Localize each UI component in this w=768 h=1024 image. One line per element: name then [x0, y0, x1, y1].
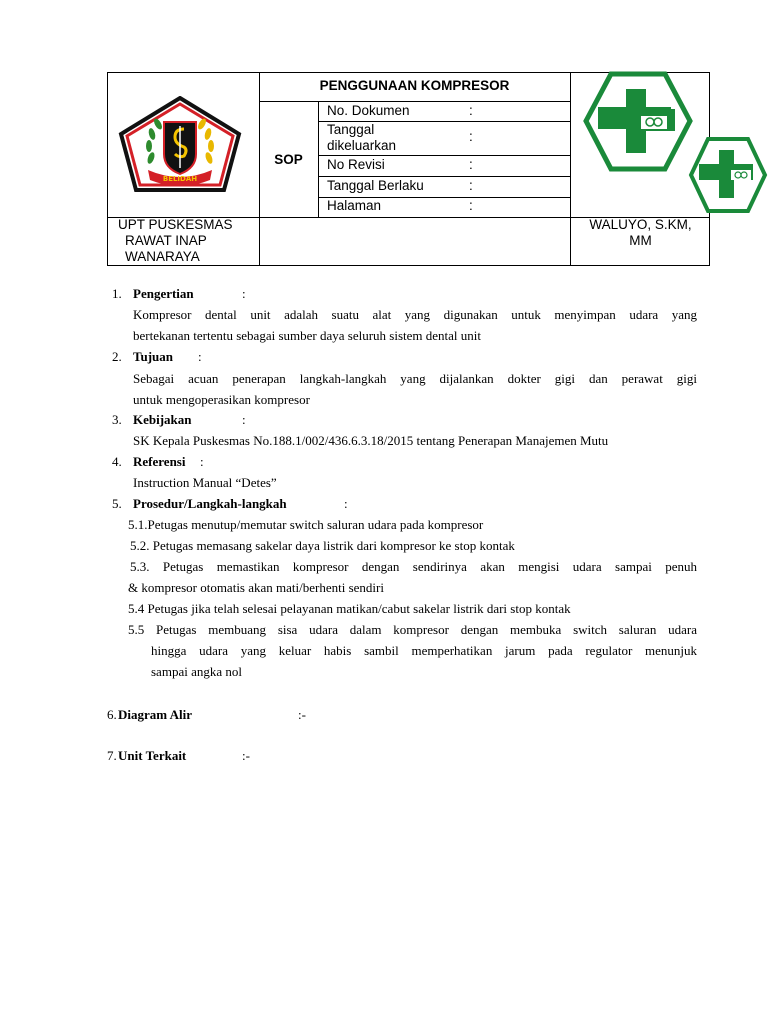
section-number: 5. [112, 496, 122, 511]
field-label-tanggal-dikeluarkan: dikeluarkan [327, 138, 397, 153]
section-title-pengertian: Pengertian [133, 286, 194, 301]
section-text: SK Kepala Puskesmas No.188.1/002/436.6.3.18/2015 tentang Penerapan Manajemen Mutu [133, 433, 609, 448]
procedure-step: sampai angka nol [151, 664, 242, 679]
section-colon: : [198, 349, 202, 364]
field-label-tanggal-berlaku: Tanggal Berlaku [327, 178, 424, 193]
signer-name: MM [629, 233, 652, 248]
section-title-prosedur: Prosedur/Langkah-langkah [133, 496, 287, 511]
section-title-unit-terkait: Unit Terkait [118, 748, 187, 763]
field-colon: : [469, 103, 473, 118]
puskesmas-logo-icon [583, 71, 693, 172]
org-name: WANARAYA [125, 249, 200, 264]
section-text: Kompresor dental unit adalah suatu alat yang digunakan untuk menyimpan udara yang [133, 307, 697, 322]
section-colon: : [200, 454, 204, 469]
procedure-step: 5.1.Petugas menutup/memutar switch saluran udara pada kompresor [128, 517, 484, 532]
org-name: RAWAT INAP [125, 233, 207, 248]
field-colon: : [469, 129, 473, 144]
section-number: 1. [112, 286, 122, 301]
procedure-step: & kompresor otomatis akan mati/berhenti sendiri [128, 580, 384, 595]
section-colon: :- [298, 707, 306, 722]
section-title-diagram-alir: Diagram Alir [118, 707, 193, 722]
procedure-step: 5.3. Petugas memastikan kompresor dengan sendirinya akan mengisi udara sampai penuh [130, 559, 697, 574]
section-number: 2. [112, 349, 122, 364]
field-label-tanggal-dikeluarkan: Tanggal [327, 122, 375, 137]
table-divider [318, 101, 319, 217]
section-colon: : [242, 412, 246, 427]
document-title: PENGGUNAAN KOMPRESOR [319, 78, 510, 93]
emblem-motto: BELIDAH [162, 175, 198, 183]
section-number: 6. [107, 707, 117, 722]
section-number: 7. [107, 748, 117, 763]
field-colon: : [469, 198, 473, 213]
section-text: Instruction Manual “Detes” [133, 475, 277, 490]
sop-label: SOP [274, 152, 303, 167]
procedure-step: 5.2. Petugas memasang sakelar daya listrik dari kompresor ke stop kontak [130, 538, 515, 553]
field-colon: : [469, 178, 473, 193]
section-title-referensi: Referensi [133, 454, 186, 469]
field-label-no-revisi: No Revisi [327, 157, 385, 172]
section-title-tujuan: Tujuan [133, 349, 173, 364]
regency-emblem-logo [118, 96, 242, 192]
field-colon: : [469, 157, 473, 172]
procedure-step: hingga udara yang keluar habis sambil memperhatikan jarum pada regulator menunjuk [151, 643, 697, 658]
section-title-kebijakan: Kebijakan [133, 412, 192, 427]
signer-name: WALUYO, S.KM, [589, 217, 692, 232]
section-colon: : [344, 496, 348, 511]
section-colon: :- [242, 748, 250, 763]
section-text: untuk mengoperasikan kompresor [133, 392, 310, 407]
field-label-no-dokumen: No. Dokumen [327, 103, 410, 118]
section-text: Sebagai acuan penerapan langkah-langkah yang dijalankan dokter gigi dan perawat gigi [133, 371, 697, 386]
section-colon: : [242, 286, 246, 301]
table-divider [318, 176, 570, 177]
procedure-step: 5.5 Petugas membuang sisa udara dalam kompresor dengan membuka switch saluran udara [128, 622, 697, 637]
field-label-halaman: Halaman [327, 198, 382, 213]
puskesmas-logo-icon [688, 136, 768, 214]
procedure-step: 5.4 Petugas jika telah selesai pelayanan matikan/cabut sakelar listrik dari stop kontak [128, 601, 571, 616]
section-number: 3. [112, 412, 122, 427]
section-number: 4. [112, 454, 122, 469]
org-name: UPT PUSKESMAS [118, 217, 233, 232]
table-divider [318, 155, 570, 156]
table-divider [259, 101, 570, 102]
section-text: bertekanan tertentu sebagai sumber daya seluruh sistem dental unit [133, 328, 481, 343]
